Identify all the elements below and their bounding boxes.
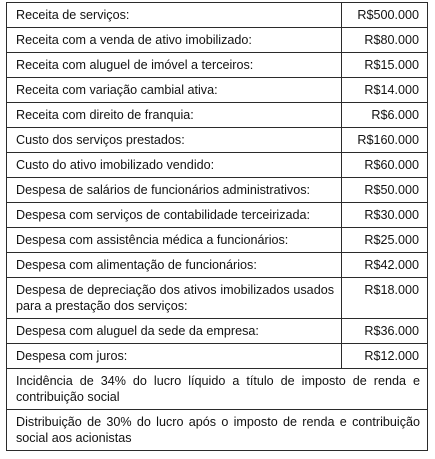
table-row [7,203,428,228]
item-value: R$80.000 [342,28,428,53]
item-label: Receita com aluguel de imóvel a terceiros: [7,53,342,78]
item-value: R$500.000 [342,3,428,28]
item-label: Receita com direito de franquia: [7,103,342,128]
table-row [7,103,428,128]
item-value: R$25.000 [342,228,428,253]
table-row [7,319,428,344]
table-row [7,128,428,153]
table-row [7,344,428,369]
item-label: Receita com a venda de ativo imobilizado: [7,28,342,53]
item-label: Custo dos serviços prestados: [7,128,342,153]
item-label: Despesa com serviços de contabilidade terceirizada: [7,203,342,228]
item-value: R$14.000 [342,78,428,103]
table-row [7,78,428,103]
table-row [7,253,428,278]
table-row [7,153,428,178]
table-row [7,178,428,203]
item-value: R$36.000 [342,319,428,344]
item-label: Receita de serviços: [7,3,342,28]
item-label: Despesa com aluguel da sede da empresa: [7,319,342,344]
item-value: R$18.000 [342,278,428,319]
item-value: R$6.000 [342,103,428,128]
item-value: R$50.000 [342,178,428,203]
item-label: Custo do ativo imobilizado vendido: [7,153,342,178]
table-note-row [7,410,428,451]
item-label: Despesa com alimentação de funcionários: [7,253,342,278]
table-note-row [7,369,428,410]
table-row [7,3,428,28]
note-text: Incidência de 34% do lucro líquido a título de imposto de renda e contribuição social [7,369,428,410]
item-value: R$160.000 [342,128,428,153]
item-label: Despesa com assistência médica a funcionários: [7,228,342,253]
item-label: Receita com variação cambial ativa: [7,78,342,103]
item-label: Despesa com juros: [7,344,342,369]
table-row [7,278,428,319]
item-value: R$30.000 [342,203,428,228]
item-value: R$15.000 [342,53,428,78]
table-row [7,53,428,78]
table-row [7,228,428,253]
financial-data-table [6,2,428,451]
item-value: R$60.000 [342,153,428,178]
item-label: Despesa de salários de funcionários administrativos: [7,178,342,203]
item-value: R$42.000 [342,253,428,278]
table-row [7,28,428,53]
item-value: R$12.000 [342,344,428,369]
note-text: Distribuição de 30% do lucro após o imposto de renda e contribuição social aos acionistas [7,410,428,451]
item-label: Despesa de depreciação dos ativos imobilizados usados para a prestação dos serviços: [7,278,342,319]
